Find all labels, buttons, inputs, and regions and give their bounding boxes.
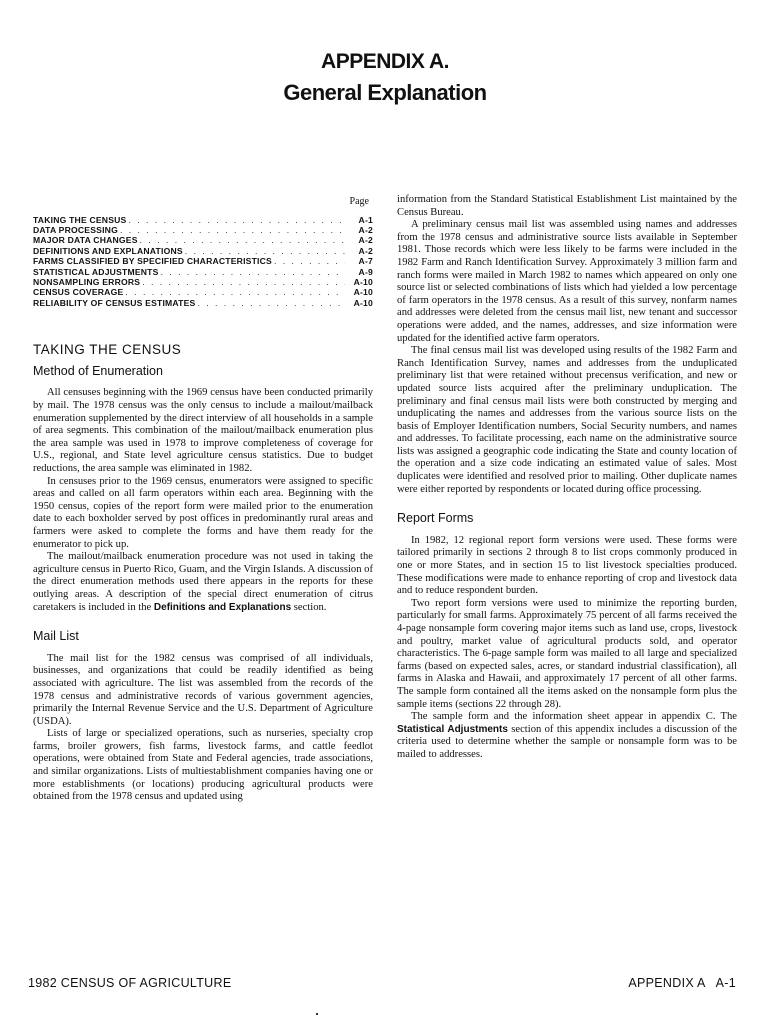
subsection-heading: Method of Enumeration bbox=[33, 363, 163, 378]
paragraph: The mail list for the 1982 census was comprised of all individuals, businesses, and organizations that could be readily identified as being associated with agriculture. The list was assembled from the records of the 1978 census and administrative records of various government agencies, primarily the Internal Revenue Service and the U.S. Department of Agriculture (USDA). bbox=[33, 652, 373, 727]
toc-entry[interactable]: DEFINITIONS AND EXPLANATIONS . . . A-2 bbox=[33, 246, 373, 256]
subsection-heading: Report Forms bbox=[397, 511, 474, 526]
table-of-contents bbox=[33, 215, 373, 309]
footer-page-number: APPENDIX A A-1 bbox=[628, 976, 736, 990]
toc-entry[interactable]: DATA PROCESSING . . . A-2 bbox=[33, 225, 373, 235]
toc-entry[interactable]: STATISTICAL ADJUSTMENTS . . . A-9 bbox=[33, 267, 373, 277]
section-heading: TAKING THE CENSUS bbox=[33, 342, 182, 358]
toc-entry[interactable]: FARMS CLASSIFIED BY SPECIFIED CHARACTERISTICS . . . A-7 bbox=[33, 256, 373, 266]
paragraph: In 1982, 12 regional report form versions were used. These forms were tailored primarily in sections 2 through 8 to list crops commonly produced in one or more States, and in section 15 to list livestock specialties produced. These modifications were made to enhance reporting of crop and livestock data and to reduce respondent burden. bbox=[397, 534, 737, 597]
paragraph: A preliminary census mail list was assembled using names and addresses from the 1978 census and administrative source lists available in September 1981. Those records which were less likely to be farms were included in the 1982 Farm and Ranch Identification Survey. Approximately 3 million farm and ranch forms were mailed in March 1982 to names which appeared on only one source list or selected combinations of lists which had yielded a low percentage of farm operators in the 1978 census. As a result of this survey, nonfarm names and addresses were deleted from the census mail list, new tenant and successor operations were added, and the names, addresses, and size information were updated for the identified active farm operators. bbox=[397, 219, 737, 344]
toc-entry[interactable]: CENSUS COVERAGE . . . A-10 bbox=[33, 287, 373, 297]
paragraph: The mailout/mailback enumeration procedure was not used in taking the agriculture census in Puerto Rico, Guam, and the Virgin Islands. A discussion of the direct enumeration methods used there appears in the reports for these outlying areas. A description of the special direct enumeration of citrus caretakers is included in the Definitions and Explanations section. bbox=[33, 551, 373, 613]
paragraph: information from the Standard Statistical Establishment List maintained by the Census Bureau. bbox=[397, 194, 737, 218]
paragraph: Two report form versions were used to minimize the reporting burden, particularly for small farms. Approximately 75 percent of all farms received the 4-page nonsample form covering major items such as land use, crops, livestock and poultry, market value of agricultural products sold, and operator characteristics. The 6-page sample form was mailed to all large and specialized farms (based on expected sales, acres, or standard industrial classification), all farms in Alaska and Hawaii, and approximately 17 percent of all other farms. The sample form contained all the items asked on the nonsample form plus the sample items (sections 22 through 28). bbox=[397, 597, 737, 710]
paragraph: The final census mail list was developed using results of the 1982 Farm and Ranch Identification Survey, names and addresses from the unduplicated preliminary list that were retained without precensus verification, and new or updated source lists acquired after the preliminary unduplication. The preliminary and final census mail lists were both constructed by merging and unduplicating the names and addresses from the various source lists on the basis of Employer Identification numbers, Social Security numbers, and names and addresses. To facilitate processing, each name on the administrative source lists was assigned a geographic code indicating the State and county location of the operation and a size code indicating an estimated value of sales. Most duplicates were identified and resolved prior to mailing. Other duplicate names were either reported by respondents or located during office processing. bbox=[397, 345, 737, 495]
paragraph: The sample form and the information sheet appear in appendix C. The Statistical Adjustments section of this appendix includes a discussion of the criteria used to determine whether the sample or nonsample form was to be mailed to addresses. bbox=[397, 711, 737, 760]
left-column bbox=[33, 196, 373, 804]
subsection-heading: Mail List bbox=[33, 629, 79, 644]
paragraph: Lists of large or specialized operations, such as nurseries, specialty crop farms, broiler growers, fish farms, livestock farms, and cattle feedlot operations, were obtained from State and Federal agencies, trade associations, and similar organizations. Lists of multiestablishment companies having one or more establishments (or locations) producing agricultural products were obtained from the 1978 census and updated using bbox=[33, 728, 373, 803]
paragraph: In censuses prior to the 1969 census, enumerators were assigned to specific areas and called on all farm operators within each area. Beginning with the 1950 census, copies of the report form were mailed prior to the enumeration date to each boxholder served by post offices in predominantly rural areas and farmers were asked to complete the forms and have them ready for the enumerator to pick up. bbox=[33, 475, 373, 550]
appendix-label: APPENDIX A. bbox=[321, 50, 449, 73]
toc-entry[interactable]: TAKING THE CENSUS . . . A-1 bbox=[33, 215, 373, 225]
toc-page-heading: Page bbox=[349, 196, 369, 207]
bold-reference: Definitions and Explanations bbox=[153, 601, 292, 613]
toc-entry[interactable]: NONSAMPLING ERRORS . . . A-10 bbox=[33, 277, 373, 287]
page-title: General Explanation bbox=[283, 80, 487, 105]
right-column bbox=[397, 194, 737, 762]
toc-entry[interactable]: MAJOR DATA CHANGES . . . A-2 bbox=[33, 235, 373, 245]
scan-mark bbox=[316, 1013, 318, 1015]
paragraph: All censuses beginning with the 1969 census have been conducted primarily by mail. The 1978 census was the only census to include a mailout/mailback enumeration supplemented by the direct interview of all households in a sample of area segments. This combination of the mailout/mailback enumeration plus the area sample was used in 1978 to improve completeness of coverage for U.S., regional, and State level agriculture census statistics. Due to budget reductions, the area sample was eliminated in 1982. bbox=[33, 387, 373, 474]
footer-publication: 1982 CENSUS OF AGRICULTURE bbox=[28, 976, 232, 990]
toc-entry[interactable]: RELIABILITY OF CENSUS ESTIMATES . . . A-10 bbox=[33, 298, 373, 308]
bold-reference: Statistical Adjustments bbox=[397, 723, 508, 735]
